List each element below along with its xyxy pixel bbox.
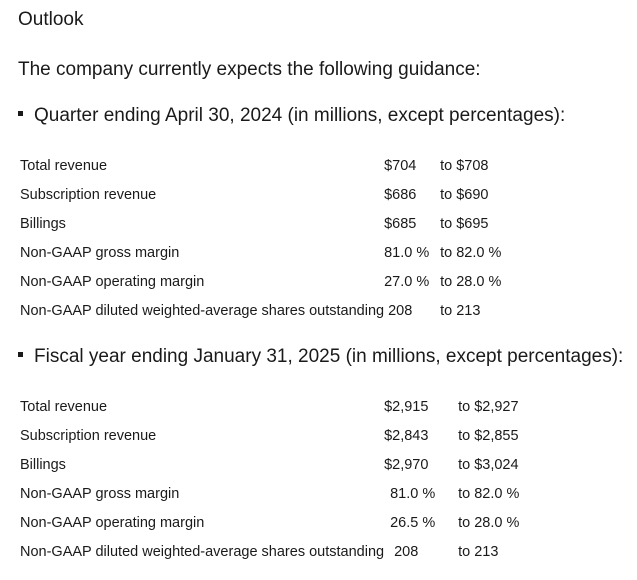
row-low: $2,915: [384, 398, 429, 415]
row-high: to $708: [440, 157, 489, 174]
table-row: [16, 508, 538, 537]
row-low: $685: [384, 215, 417, 232]
table-row: [16, 267, 520, 296]
row-low: 27.0 %: [384, 273, 430, 290]
row-high: to 213: [440, 302, 481, 319]
row-low: 81.0 %: [384, 244, 430, 261]
row-label: Non-GAAP operating margin: [20, 273, 205, 290]
page-title: Outlook: [18, 9, 84, 30]
row-high: to 82.0 %: [440, 244, 502, 261]
row-high: to $2,855: [458, 427, 519, 444]
row-label: Non-GAAP diluted weighted-average shares outstanding: [20, 302, 385, 319]
row-low: $2,843: [384, 427, 429, 444]
fiscal-year-guidance-table: [16, 392, 538, 566]
row-high: to $3,024: [458, 456, 519, 473]
table-row: [16, 209, 520, 238]
section-title-quarter: [18, 104, 565, 128]
bullet-icon: [18, 352, 23, 357]
section-title-fiscal-year: [18, 345, 623, 369]
section-title-text: Fiscal year ending January 31, 2025 (in millions, except percentages):: [34, 346, 624, 367]
row-label: Total revenue: [20, 157, 108, 174]
row-low: $686: [384, 186, 417, 203]
row-label: Non-GAAP operating margin: [20, 514, 205, 531]
row-label: Subscription revenue: [20, 427, 157, 444]
row-low: $704: [384, 157, 417, 174]
row-high: to $690: [440, 186, 489, 203]
table-row: [16, 180, 520, 209]
row-high: to 82.0 %: [458, 485, 520, 502]
table-row: [16, 392, 538, 421]
row-high: to 28.0 %: [458, 514, 520, 531]
table-row: [16, 479, 538, 508]
table-row: [16, 238, 520, 267]
row-label: Billings: [20, 215, 66, 232]
table-row: [16, 151, 520, 180]
row-label: Total revenue: [20, 398, 108, 415]
row-high: to 28.0 %: [440, 273, 502, 290]
bullet-icon: [18, 111, 23, 116]
quarter-guidance-table: [16, 151, 520, 325]
row-label: Non-GAAP gross margin: [20, 485, 180, 502]
row-high: to 213: [458, 543, 499, 560]
row-high: to $2,927: [458, 398, 519, 415]
row-low: $2,970: [384, 456, 429, 473]
row-label: Billings: [20, 456, 66, 473]
row-label: Subscription revenue: [20, 186, 157, 203]
row-low: 26.5 %: [390, 514, 436, 531]
row-high: to $695: [440, 215, 489, 232]
table-row: [16, 450, 538, 479]
table-row: [16, 421, 538, 450]
row-label: Non-GAAP diluted weighted-average shares outstanding: [20, 543, 385, 560]
section-title-text: Quarter ending April 30, 2024 (in millions, except percentages):: [34, 105, 566, 126]
row-low: 81.0 %: [390, 485, 436, 502]
table-row: [16, 296, 520, 325]
row-label: Non-GAAP gross margin: [20, 244, 180, 261]
row-low: 208: [394, 543, 419, 560]
intro-text: The company currently expects the following guidance:: [18, 59, 481, 80]
table-row: [16, 537, 538, 566]
row-low: 208: [388, 302, 413, 319]
